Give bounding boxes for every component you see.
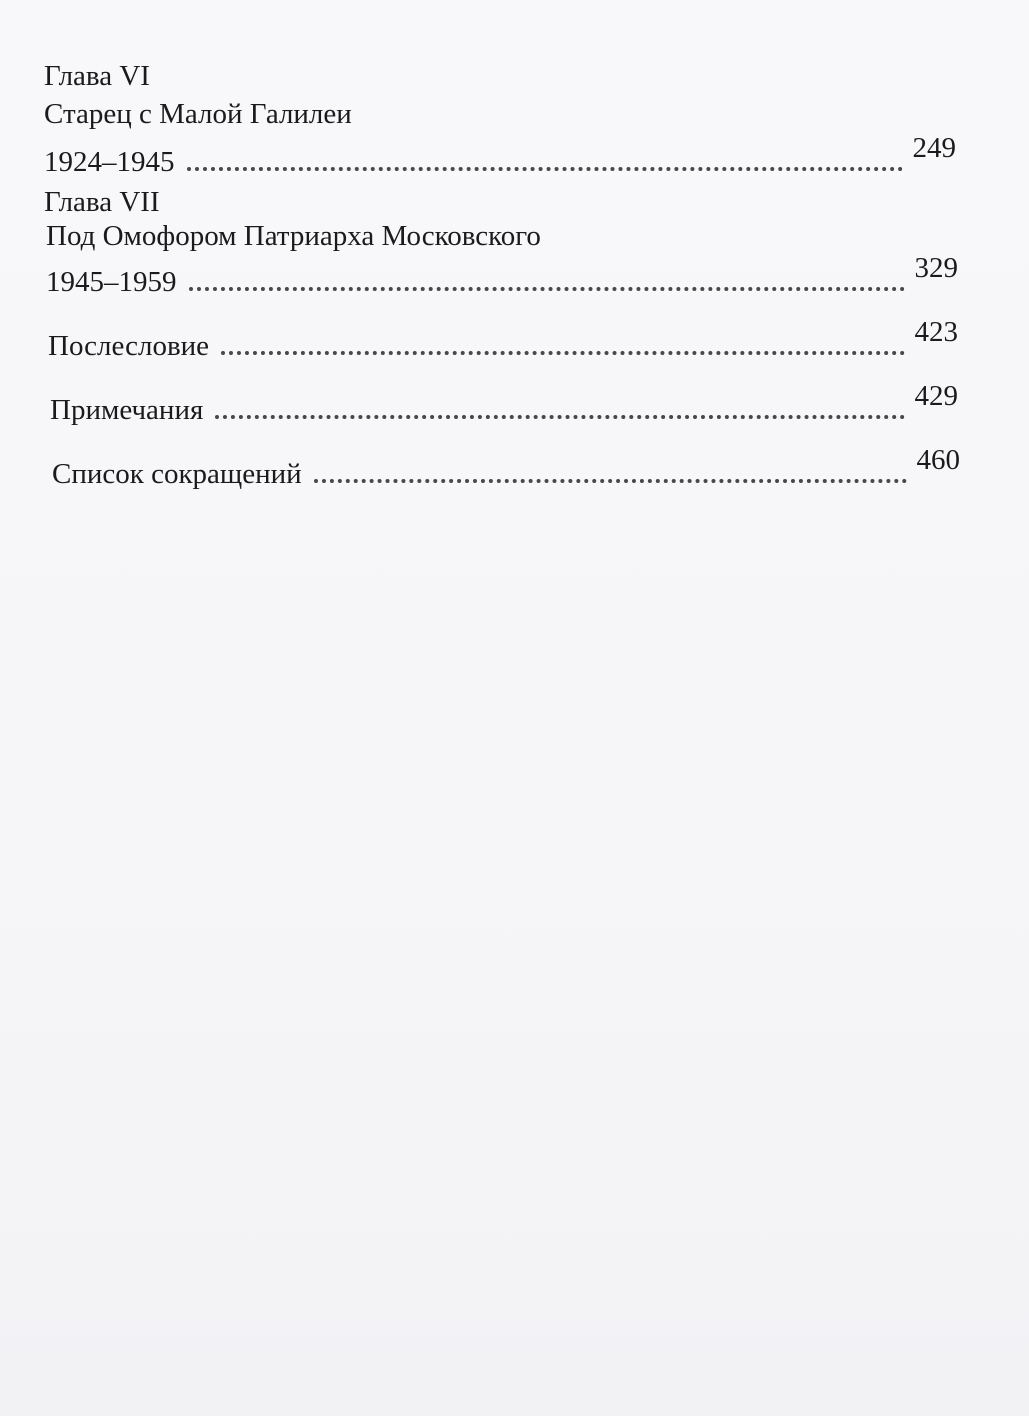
chapter-7-years: 1945–1959 (46, 266, 177, 298)
chapter-7-page: 329 (914, 252, 958, 284)
notes-page: 429 (914, 380, 958, 412)
afterword-page: 423 (914, 316, 958, 348)
abbreviations-title: Список сокращений (52, 458, 302, 490)
toc-entry-chapter-7 (46, 252, 958, 300)
toc-entry-abbreviations (52, 444, 960, 492)
dot-leader (189, 287, 905, 291)
abbreviations-page: 460 (916, 444, 960, 476)
toc-entry-chapter-6 (44, 132, 956, 180)
chapter-6-years: 1924–1945 (44, 146, 175, 178)
dot-leader (314, 479, 907, 483)
afterword-title: Послесловие (48, 330, 210, 362)
dot-leader (187, 167, 903, 171)
chapter-7-label: Глава VII (44, 186, 160, 218)
chapter-6-title: Старец с Малой Галилеи (44, 98, 352, 130)
toc-entry-notes (50, 380, 958, 428)
notes-title: Примечания (50, 394, 204, 426)
toc-entry-afterword (48, 316, 958, 364)
dot-leader (221, 351, 904, 355)
chapter-7-title: Под Омофором Патриарха Московского (46, 220, 541, 252)
dot-leader (215, 415, 904, 419)
chapter-6-label: Глава VI (44, 60, 150, 92)
chapter-6-page: 249 (912, 132, 956, 164)
